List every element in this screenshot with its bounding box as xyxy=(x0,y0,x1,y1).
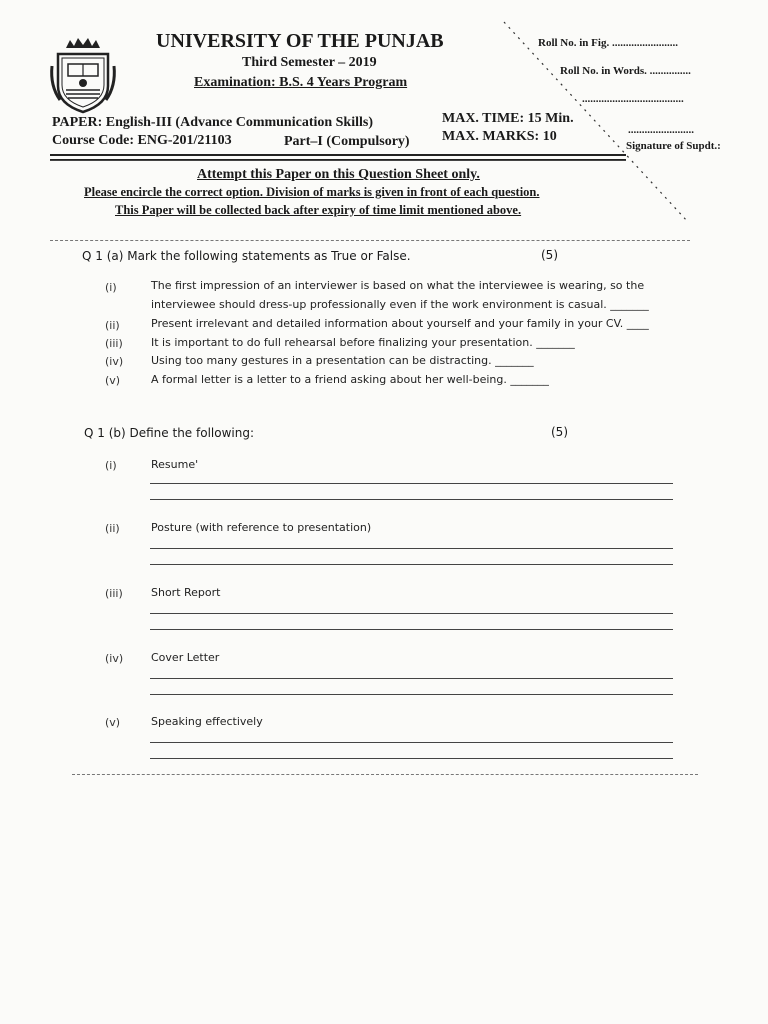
roll-no-words: Roll No. in Words. ............... xyxy=(560,65,691,77)
signature-dots: ........................ xyxy=(628,124,694,136)
answer-line[interactable] xyxy=(150,548,673,549)
q1a-item-3-text: It is important to do full rehearsal before finalizing your presentation. _______ xyxy=(151,336,575,349)
answer-line[interactable] xyxy=(150,694,673,695)
q1b-item-3-text: Short Report xyxy=(151,586,221,599)
header-rule-2 xyxy=(50,160,626,161)
q1b-item-3-num: (iii) xyxy=(105,587,123,600)
q1a-item-4-text: Using too many gestures in a presentation can be distracting. _______ xyxy=(151,354,534,367)
instruction-2: Please encircle the correct option. Division of marks is given in front of each question. xyxy=(84,185,540,199)
semester-text: Third Semester – 2019 xyxy=(242,55,377,70)
footer-divider xyxy=(72,774,698,775)
roll-no-dots: ..................................... xyxy=(582,93,684,105)
q1b-item-1-num: (i) xyxy=(105,459,117,472)
q1a-marks: (5) xyxy=(541,248,558,262)
answer-line[interactable] xyxy=(150,613,673,614)
answer-line[interactable] xyxy=(150,678,673,679)
q1b-item-4-text: Cover Letter xyxy=(151,651,220,664)
q1b-item-2-text: Posture (with reference to presentation) xyxy=(151,521,372,534)
q1a-item-1-num: (i) xyxy=(105,281,117,294)
instruction-3: This Paper will be collected back after expiry of time limit mentioned above. xyxy=(115,203,522,217)
q1a-item-2-num: (ii) xyxy=(105,319,120,332)
examination-text: Examination: B.S. 4 Years Program xyxy=(194,75,408,90)
q1a-item-1-text-2: interviewee should dress-up professionally even if the work environment is casual. _______ xyxy=(151,298,649,311)
q1a-item-5-num: (v) xyxy=(105,374,121,387)
q1b-item-2-num: (ii) xyxy=(105,522,120,535)
q1a-item-1-text: The first impression of an interviewer is based on what the interviewee is wearing, so the xyxy=(151,279,645,292)
instruction-1: Attempt this Paper on this Question Sheet only. xyxy=(197,167,480,182)
answer-line[interactable] xyxy=(150,564,673,565)
answer-line[interactable] xyxy=(150,483,673,484)
q1a-title: Q 1 (a) Mark the following statements as True or False. xyxy=(82,249,411,263)
max-marks: MAX. MARKS: 10 xyxy=(442,129,557,144)
part-text: Part–I (Compulsory) xyxy=(284,134,410,149)
max-time: MAX. TIME: 15 Min. xyxy=(442,111,574,126)
q1b-item-5-text: Speaking effectively xyxy=(151,715,263,728)
q1a-item-4-num: (iv) xyxy=(105,355,124,368)
q1b-marks: (5) xyxy=(551,425,568,439)
course-code: Course Code: ENG-201/21103 xyxy=(52,133,232,148)
q1a-item-3-num: (iii) xyxy=(105,337,123,350)
q1b-title: Q 1 (b) Define the following: xyxy=(84,426,254,440)
q1b-item-4-num: (iv) xyxy=(105,652,124,665)
q1b-item-1-text: Resume' xyxy=(151,458,199,471)
section-divider xyxy=(50,240,690,241)
signature-label: Signature of Supdt.: xyxy=(626,140,721,152)
roll-no-fig: Roll No. in Fig. ........................ xyxy=(538,37,678,49)
q1a-item-5-text: A formal letter is a letter to a friend asking about her well-being. _______ xyxy=(151,373,549,386)
answer-line[interactable] xyxy=(150,629,673,630)
answer-line[interactable] xyxy=(150,499,673,500)
q1b-item-5-num: (v) xyxy=(105,716,121,729)
answer-line[interactable] xyxy=(150,742,673,743)
university-logo xyxy=(48,36,118,114)
answer-line[interactable] xyxy=(150,758,673,759)
paper-name: PAPER: English-III (Advance Communication Skills) xyxy=(52,115,374,130)
university-title: UNIVERSITY OF THE PUNJAB xyxy=(156,30,444,52)
q1a-item-2-text: Present irrelevant and detailed information about yourself and your family in your CV. ____ xyxy=(151,317,649,330)
